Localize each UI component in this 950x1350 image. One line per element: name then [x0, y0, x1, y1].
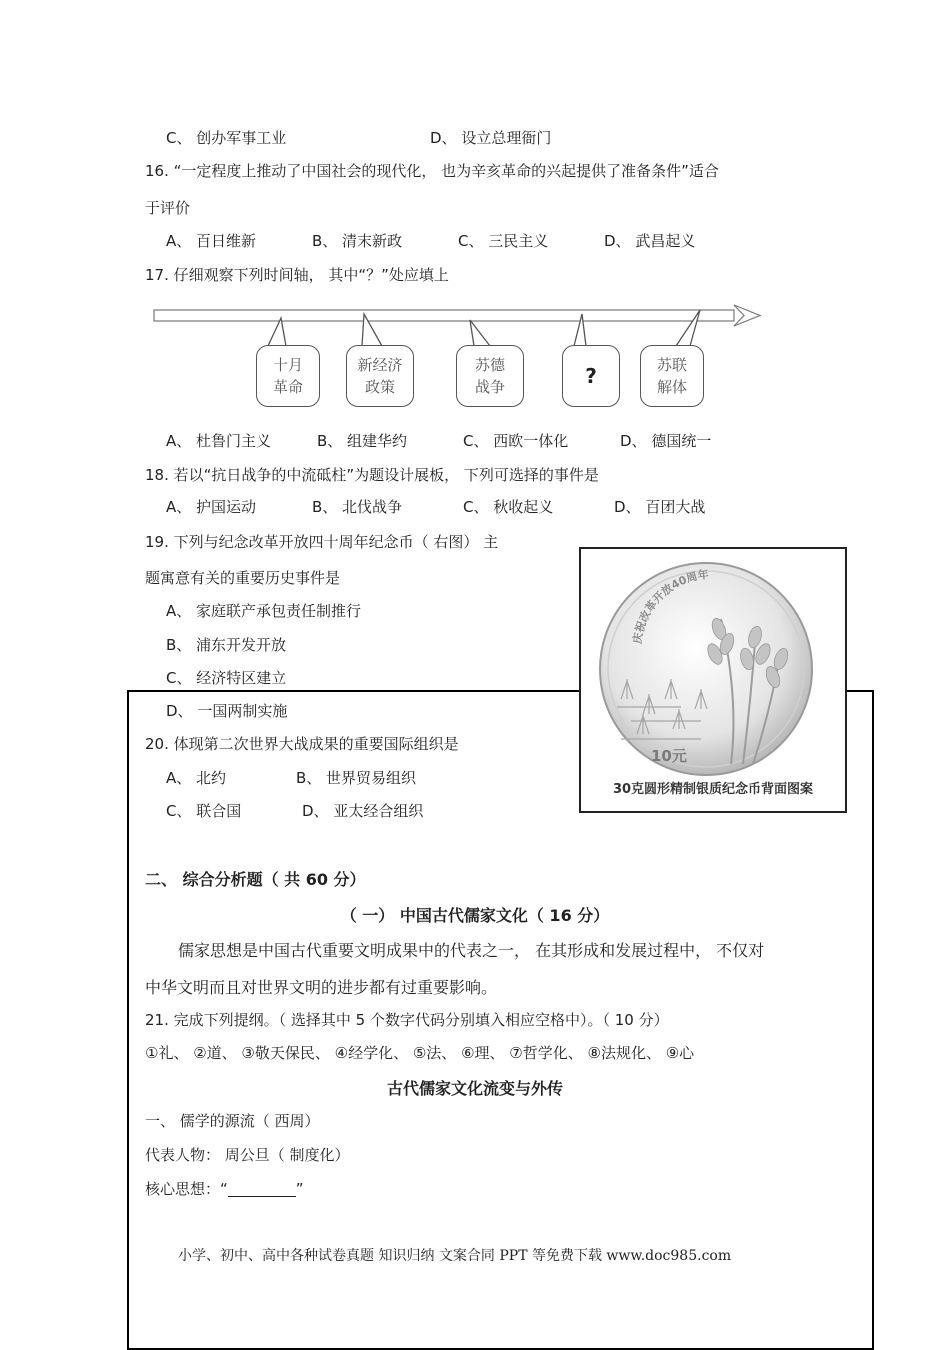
q16-option-b: B、 清末新政 — [312, 232, 403, 250]
q21-item3-suffix: ” — [295, 1180, 304, 1198]
q20-option-b: B、 世界贸易组织 — [296, 769, 417, 787]
q21-stem: 21. 完成下列提纲。（ 选择其中 5 个数字代码分别填入相应空格中）。（ 10 分） — [145, 1011, 669, 1029]
q17-option-b: B、 组建华约 — [317, 432, 408, 450]
q21-outline-item1: 一、 儒学的源流（ 西周） — [145, 1112, 320, 1130]
q16-option-c: C、 三民主义 — [458, 232, 549, 250]
section2-paragraph-line2: 中华文明而且对世界文明的进步都有过重要影响。 — [145, 978, 498, 997]
q18-option-d: D、 百团大战 — [614, 498, 706, 516]
coin-illustration — [581, 549, 845, 781]
q21-outline-title: 古代儒家文化流变与外传 — [386, 1079, 563, 1098]
q21-outline-item2: 代表人物： 周公旦（ 制度化） — [145, 1146, 350, 1164]
q19-stem-line2: 题寓意有关的重要历史事件是 — [145, 569, 341, 587]
q20-stem: 20. 体现第二次世界大战成果的重要国际组织是 — [145, 735, 459, 753]
footer-note: 小学、初中、高中各种试卷真题 知识归纳 文案合同 PPT 等免费下载 www.doc985.com — [178, 1248, 732, 1264]
q20-option-c: C、 联合国 — [166, 802, 242, 820]
q15-option-c: C、 创办军事工业 — [166, 129, 287, 147]
callout-pointer-2 — [362, 314, 382, 346]
q15-option-d: D、 设立总理衙门 — [430, 129, 552, 147]
q20-option-a: A、 北约 — [166, 769, 227, 787]
q19-stem-line1: 19. 下列与纪念改革开放四十周年纪念币（ 右图） 主 — [145, 533, 499, 551]
q17-option-c: C、 西欧一体化 — [463, 432, 569, 450]
q19-option-a: A、 家庭联产承包责任制推行 — [166, 602, 362, 620]
callout-pointer-3 — [470, 320, 490, 346]
section2-subheading: （ 一） 中国古代儒家文化（ 16 分） — [340, 906, 610, 925]
q17-option-a: A、 杜鲁门主义 — [166, 432, 272, 450]
q19-option-b: B、 浦东开发开放 — [166, 636, 287, 654]
q16-stem-line1: 16. “一定程度上推动了中国社会的现代化， 也为辛亥革命的兴起提供了准备条件”适合 — [145, 162, 719, 180]
callout-pointer-5 — [676, 310, 700, 346]
answer-blank[interactable] — [228, 1196, 296, 1197]
q21-outline-item3 — [145, 1178, 304, 1199]
q16-stem-line2: 于评价 — [145, 199, 191, 217]
q18-stem: 18. 若以“抗日战争的中流砥柱”为题设计展板， 下列可选择的事件是 — [145, 466, 599, 484]
coin-arc-text: 庆祝改革开放40周年 — [630, 567, 710, 645]
timeline-axis-bar — [154, 310, 734, 321]
timeline-event-1: 十月 革命 — [256, 345, 320, 407]
callout-pointer-1 — [268, 318, 286, 346]
q16-option-d: D、 武昌起义 — [604, 232, 696, 250]
section2-heading: 二、 综合分析题（ 共 60 分） — [145, 870, 366, 889]
q18-option-c: C、 秋收起义 — [463, 498, 554, 516]
q18-option-a: A、 护国运动 — [166, 498, 257, 516]
q20-option-d: D、 亚太经合组织 — [302, 802, 424, 820]
section2-paragraph-line1: 儒家思想是中国古代重要文明成果中的代表之一， 在其形成和发展过程中， 不仅对 — [178, 941, 765, 960]
timeline-figure — [150, 300, 770, 420]
timeline-event-unknown: ? — [562, 345, 620, 407]
timeline-event-5: 苏联 解体 — [640, 345, 704, 407]
q19-option-c: C、 经济特区建立 — [166, 669, 287, 687]
timeline-event-2: 新经济 政策 — [346, 345, 414, 407]
q17-stem: 17. 仔细观察下列时间轴， 其中“？”处应填上 — [145, 266, 449, 284]
coin-denomination: 10元 — [651, 747, 687, 765]
q19-option-d: D、 一国两制实施 — [166, 702, 288, 720]
q21-options: ①礼、 ②道、 ③敬天保民、 ④经学化、 ⑤法、 ⑥理、 ⑦哲学化、 ⑧法规化、 ⑨心 — [145, 1044, 695, 1062]
timeline-arrow-head — [734, 305, 760, 326]
q16-option-a: A、 百日维新 — [166, 232, 257, 250]
q21-item3-prefix: 核心思想：“ — [145, 1180, 228, 1198]
q17-option-d: D、 德国统一 — [620, 432, 712, 450]
timeline-event-3: 苏德 战争 — [456, 345, 524, 407]
q18-option-b: B、 北伐战争 — [312, 498, 403, 516]
commemorative-coin-figure — [579, 547, 847, 813]
coin-caption: 30克圆形精制银质纪念币背面图案 — [612, 782, 814, 797]
callout-pointer-4 — [574, 314, 586, 346]
